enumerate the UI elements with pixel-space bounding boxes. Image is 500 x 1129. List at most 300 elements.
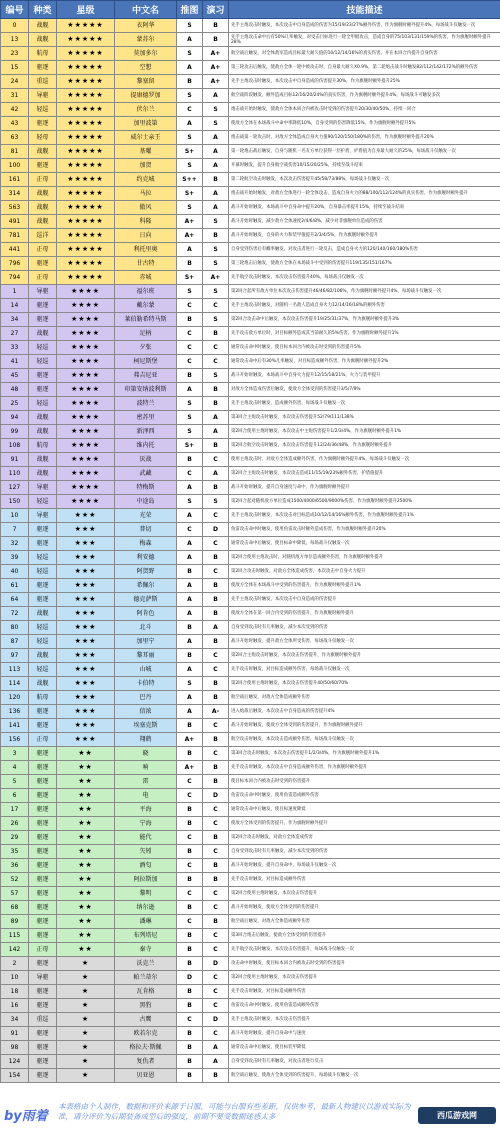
cell-type: 驱逐 bbox=[29, 985, 57, 999]
cell-skill: 第2回合主炮攻击时触发，本次攻击造成11/15/19/23%额外伤害，护盾值提升 bbox=[229, 467, 500, 481]
cell-exercise-tier: B bbox=[203, 677, 229, 691]
cell-campaign-tier: S bbox=[177, 131, 203, 145]
cell-id: 15 bbox=[1, 61, 29, 75]
cell-stars: ★★★★ bbox=[57, 397, 115, 411]
table-row bbox=[1, 453, 500, 467]
cell-skill: 战斗开始时触发，提升自身命中，每场战斗仅触发一次 bbox=[229, 859, 500, 873]
cell-campaign-tier: B bbox=[177, 313, 203, 327]
cell-name: 提康德罗加 bbox=[115, 89, 177, 103]
cell-stars: ★★★★★ bbox=[57, 243, 115, 257]
cell-skill: 通常攻击命中时触发，使目标本回合内被攻击时受到的伤害提升5% bbox=[229, 341, 500, 355]
cell-type: 驱逐 bbox=[29, 747, 57, 761]
cell-id: 17 bbox=[1, 803, 29, 817]
cell-stars: ★★ bbox=[57, 873, 115, 887]
cell-id: 29 bbox=[1, 831, 29, 845]
cell-exercise-tier: A bbox=[203, 89, 229, 103]
cell-skill: 使敌方全体受到的伤害提升，作为旗舰时额外提升 bbox=[229, 817, 500, 831]
cell-id: 136 bbox=[1, 705, 29, 719]
cell-type: 轻巡 bbox=[29, 103, 57, 117]
cell-name: 福尔班 bbox=[115, 285, 177, 299]
header-type: 种类 bbox=[29, 1, 57, 19]
cell-name: 厌战 bbox=[115, 453, 177, 467]
cell-stars: ★★★★★ bbox=[57, 229, 115, 243]
cell-skill: 第一轮炮击战后触发，自身与随机一名友方单位获得一层护盾，护盾值为自身最大耐久的25%，每场战斗仅触发一次 bbox=[229, 145, 500, 159]
table-row bbox=[1, 229, 500, 243]
cell-name: 武藏 bbox=[115, 467, 177, 481]
cell-id: 10 bbox=[1, 971, 29, 985]
cell-exercise-tier: A bbox=[203, 187, 229, 201]
cell-name: 柯尼斯堡 bbox=[115, 355, 177, 369]
cell-stars: ★★ bbox=[57, 761, 115, 775]
cell-skill: 先手主炮攻击时触发，本次攻击中自身造成的伤害提升 bbox=[229, 593, 500, 607]
cell-stars: ★★★★★ bbox=[57, 145, 115, 159]
cell-stars: ★★★ bbox=[57, 537, 115, 551]
cell-stars: ★★★ bbox=[57, 579, 115, 593]
cell-skill: 使目标本回合内被攻击时受到的伤害提升 bbox=[229, 775, 500, 789]
table-row bbox=[1, 173, 500, 187]
cell-name: 信浓 bbox=[115, 705, 177, 719]
table-row bbox=[1, 159, 500, 173]
cell-exercise-tier: S bbox=[203, 257, 229, 271]
cell-skill: 第2回合航空攻击时触发，本次攻击伤害提升12/24/36/48%，作为旗舰时额外提升 bbox=[229, 439, 500, 453]
cell-skill: 先手主炮攻击时触发，造成额外伤害，每场战斗仅触发一次 bbox=[229, 397, 500, 411]
table-row bbox=[1, 243, 500, 257]
cell-skill: 先手主炮攻击时触发，本次攻击伤害提升 bbox=[229, 1013, 500, 1027]
cell-skill: 自身受到攻击时有几率触发，减少本次受到的伤害 bbox=[229, 845, 500, 859]
table-row bbox=[1, 1013, 500, 1027]
cell-campaign-tier: B bbox=[177, 803, 203, 817]
cell-campaign-tier: A+ bbox=[177, 733, 203, 747]
cell-type: 导驱 bbox=[29, 89, 57, 103]
cell-stars: ★ bbox=[57, 1027, 115, 1041]
cell-type: 轻巡 bbox=[29, 565, 57, 579]
cell-name: 新泽西 bbox=[115, 425, 177, 439]
cell-exercise-tier: B bbox=[203, 439, 229, 453]
cell-skill: 第2回合起对随机敌方单位造成1500/4000/6500/9000%伤害，作为旗舰时额外提升2500% bbox=[229, 495, 500, 509]
cell-type: 轻巡 bbox=[29, 495, 57, 509]
cell-skill: 炮击战开始时触发，对敌方全体进行一轮全体攻击，造成自身火力的88/100/112/124%的真实伤害，作为旗舰时额外提升 bbox=[229, 187, 500, 201]
cell-name: 贝亚恩 bbox=[115, 1069, 177, 1083]
table-row bbox=[1, 775, 500, 789]
cell-stars: ★★★★ bbox=[57, 439, 115, 453]
cell-name: 酒匂 bbox=[115, 859, 177, 873]
table-row bbox=[1, 481, 500, 495]
cell-campaign-tier: A bbox=[177, 537, 203, 551]
table-row bbox=[1, 593, 500, 607]
cell-id: 491 bbox=[1, 215, 29, 229]
cell-skill: 鱼雷攻击命中时触发，使用鱼雷造成额外伤害 bbox=[229, 999, 500, 1013]
cell-id: 794 bbox=[1, 271, 29, 285]
cell-name: 北斗 bbox=[115, 621, 177, 635]
table-row bbox=[1, 187, 500, 201]
cell-stars: ★★★★★ bbox=[57, 61, 115, 75]
table-row bbox=[1, 285, 500, 299]
cell-campaign-tier: S bbox=[177, 159, 203, 173]
cell-name: 衣阿华 bbox=[115, 19, 177, 33]
cell-id: 113 bbox=[1, 663, 29, 677]
cell-type: 巡洋 bbox=[29, 229, 57, 243]
cell-stars: ★★★ bbox=[57, 635, 115, 649]
cell-name: 电 bbox=[115, 789, 177, 803]
cell-skill: 航空战后触发，对敌方全体造成额外伤害 bbox=[229, 691, 500, 705]
cell-exercise-tier: A+ bbox=[203, 47, 229, 61]
cell-id: 98 bbox=[1, 1041, 29, 1055]
cell-campaign-tier: C bbox=[177, 831, 203, 845]
cell-campaign-tier: B bbox=[177, 719, 203, 733]
cell-type: 驱逐 bbox=[29, 901, 57, 915]
cell-exercise-tier: A bbox=[203, 621, 229, 635]
cell-id: 10 bbox=[1, 509, 29, 523]
cell-skill: 炮击战第一轮攻击时，对敌方全体造成自身火力值90/120/150/180%的伤害，作为旗舰时额外提升20% bbox=[229, 131, 500, 145]
cell-campaign-tier: A bbox=[177, 243, 203, 257]
table-row bbox=[1, 635, 500, 649]
cell-exercise-tier: C bbox=[203, 985, 229, 999]
cell-id: 68 bbox=[1, 901, 29, 915]
table-row bbox=[1, 957, 500, 971]
cell-exercise-tier: C bbox=[203, 845, 229, 859]
cell-name: 伏尔兰 bbox=[115, 103, 177, 117]
table-row bbox=[1, 327, 500, 341]
cell-skill: 战斗开始时触发，自身的火力和装甲值提升2/3/4/5%，作为旗舰时额外提升 bbox=[229, 229, 500, 243]
cell-campaign-tier: C bbox=[177, 327, 203, 341]
table-row bbox=[1, 439, 500, 453]
table-row bbox=[1, 845, 500, 859]
cell-stars: ★★★ bbox=[57, 551, 115, 565]
cell-stars: ★★★★ bbox=[57, 383, 115, 397]
cell-id: 13 bbox=[1, 33, 29, 47]
cell-name: 格拉夫·斯佩 bbox=[115, 1041, 177, 1055]
cell-id: 57 bbox=[1, 887, 29, 901]
table-row bbox=[1, 215, 500, 229]
cell-id: 32 bbox=[1, 537, 29, 551]
cell-campaign-tier: B bbox=[177, 999, 203, 1013]
cell-campaign-tier: S bbox=[177, 47, 203, 61]
cell-stars: ★★ bbox=[57, 831, 115, 845]
cell-id: 35 bbox=[1, 845, 29, 859]
cell-type: 驱逐 bbox=[29, 957, 57, 971]
cell-exercise-tier: A- bbox=[203, 705, 229, 719]
cell-skill: 通常攻击命中后有30%几率触发，对目标造成额外伤害，作为旗舰时额外提升2% bbox=[229, 355, 500, 369]
cell-exercise-tier: C bbox=[203, 649, 229, 663]
cell-id: 42 bbox=[1, 103, 29, 117]
cell-type: 驱逐 bbox=[29, 369, 57, 383]
cell-exercise-tier: S bbox=[203, 243, 229, 257]
table-header-row bbox=[1, 1, 500, 19]
cell-stars: ★★★★ bbox=[57, 481, 115, 495]
cell-name: 梅森 bbox=[115, 537, 177, 551]
cell-id: 110 bbox=[1, 467, 29, 481]
cell-name: 特梅斯 bbox=[115, 481, 177, 495]
cell-campaign-tier: A+ bbox=[177, 229, 203, 243]
cell-campaign-tier: A bbox=[177, 607, 203, 621]
cell-name: 甘古特 bbox=[115, 257, 177, 271]
cell-exercise-tier: C bbox=[203, 453, 229, 467]
cell-skill: 第2回合攻击时触发，对敌方全体造成伤害 bbox=[229, 831, 500, 845]
table-row bbox=[1, 355, 500, 369]
cell-exercise-tier: B bbox=[203, 775, 229, 789]
cell-campaign-tier: C bbox=[177, 1013, 203, 1027]
table-row bbox=[1, 341, 500, 355]
cell-type: 正母 bbox=[29, 243, 57, 257]
cell-skill: 第3回合主炮攻击时触发，本次攻击伤害提升52/79/111/138% bbox=[229, 411, 500, 425]
cell-stars: ★★★ bbox=[57, 691, 115, 705]
cell-campaign-tier: S bbox=[177, 89, 203, 103]
cell-exercise-tier: D bbox=[203, 957, 229, 971]
cell-exercise-tier: A+ bbox=[203, 75, 229, 89]
cell-campaign-tier: A bbox=[177, 551, 203, 565]
cell-name: 蒙苏尔 bbox=[115, 33, 177, 47]
cell-campaign-tier: A bbox=[177, 579, 203, 593]
cell-id: 27 bbox=[1, 327, 29, 341]
cell-skill: 战斗开始时触发，本场战斗中自身火力提升12/15/18/21%，火力与装甲提升 bbox=[229, 369, 500, 383]
header-skill: 技能描述 bbox=[229, 1, 500, 19]
cell-skill: 第2回合使用主炮时触发，本次攻击伤害提升 bbox=[229, 971, 500, 985]
cell-type: 战舰 bbox=[29, 33, 57, 47]
table-row bbox=[1, 733, 500, 747]
cell-skill: 先手主炮攻击时触发，本次攻击中自身造成的伤害提升30%，作为旗舰时额外提升25% bbox=[229, 75, 500, 89]
cell-stars: ★★★★ bbox=[57, 495, 115, 509]
cell-campaign-tier: C bbox=[177, 299, 203, 313]
cell-exercise-tier: C bbox=[203, 901, 229, 915]
cell-skill: 开幕时触发，提升自身航空战伤害10/15/20/25%，持续至战斗结束 bbox=[229, 159, 500, 173]
table-row bbox=[1, 873, 500, 887]
table-row bbox=[1, 425, 500, 439]
table-row bbox=[1, 145, 500, 159]
cell-stars: ★★★★ bbox=[57, 327, 115, 341]
cell-id: 5 bbox=[1, 775, 29, 789]
cell-name: 光荣 bbox=[115, 509, 177, 523]
cell-exercise-tier: B bbox=[203, 551, 229, 565]
table-row bbox=[1, 663, 500, 677]
cell-type: 轻巡 bbox=[29, 397, 57, 411]
table-row bbox=[1, 467, 500, 481]
cell-campaign-tier: S bbox=[177, 201, 203, 215]
cell-exercise-tier: B bbox=[203, 691, 229, 705]
cell-exercise-tier: B bbox=[203, 859, 229, 873]
cell-name: 赤城 bbox=[115, 271, 177, 285]
cell-stars: ★★ bbox=[57, 789, 115, 803]
cell-id: 72 bbox=[1, 607, 29, 621]
cell-id: 89 bbox=[1, 915, 29, 929]
table-row bbox=[1, 901, 500, 915]
footer bbox=[0, 1099, 500, 1129]
cell-campaign-tier: B bbox=[177, 929, 203, 943]
table-row bbox=[1, 719, 500, 733]
cell-campaign-tier: S++ bbox=[177, 173, 203, 187]
cell-stars: ★★★★★ bbox=[57, 117, 115, 131]
cell-skill: 航空战后触发，对全体敌军造成目标最大耐久值的10/12/14/16%的真实伤害，并在本回合内提升自身伤害 bbox=[229, 47, 500, 61]
cell-stars: ★★★★★ bbox=[57, 271, 115, 285]
cell-name: 马拉 bbox=[115, 187, 177, 201]
cell-type: 驱逐 bbox=[29, 299, 57, 313]
table-row bbox=[1, 47, 500, 61]
cell-name: 弗吉尼亚 bbox=[115, 369, 177, 383]
cell-skill: 先手主炮攻击时触发，对随机一名敌人造成自身火力12/14/16/18%的额外伤害 bbox=[229, 299, 500, 313]
cell-stars: ★★★★★ bbox=[57, 33, 115, 47]
cell-campaign-tier: A bbox=[177, 509, 203, 523]
cell-skill: 航空攻击时触发，本次攻击造成额外伤害，每场战斗仅触发一次 bbox=[229, 733, 500, 747]
cell-id: 80 bbox=[1, 621, 29, 635]
cell-name: 普切 bbox=[115, 523, 177, 537]
cell-stars: ★★★★ bbox=[57, 453, 115, 467]
cell-exercise-tier: S bbox=[203, 117, 229, 131]
cell-type: 驱逐 bbox=[29, 999, 57, 1013]
cell-exercise-tier: C bbox=[203, 999, 229, 1013]
cell-exercise-tier: C bbox=[203, 887, 229, 901]
header-stars: 星级 bbox=[57, 1, 115, 19]
table-row bbox=[1, 747, 500, 761]
cell-id: 48 bbox=[1, 383, 29, 397]
cell-id: 94 bbox=[1, 411, 29, 425]
cell-campaign-tier: B bbox=[177, 1069, 203, 1083]
table-row bbox=[1, 33, 500, 47]
table-row bbox=[1, 117, 500, 131]
cell-skill: 先手攻击时触发，对目标造成额外伤害，每场战斗仅触发一次 bbox=[229, 663, 500, 677]
cell-type: 驱逐 bbox=[29, 593, 57, 607]
table-row bbox=[1, 691, 500, 705]
table-row bbox=[1, 803, 500, 817]
cell-id: 18 bbox=[1, 985, 29, 999]
cell-campaign-tier: S+ bbox=[177, 439, 203, 453]
cell-id: 63 bbox=[1, 131, 29, 145]
cell-name: 加里波第 bbox=[115, 117, 177, 131]
cell-skill: 第2回合攻击命中后触发，本次攻击伤害提升19/25/31/37%，作为旗舰时额外提升3% bbox=[229, 313, 500, 327]
cell-skill: 第三轮攻击后触发，使敌方全体一轮中被攻击时，自身最大耐久X0.9%，第二轮炮击战斗时触发82/112/142/172%的额外伤害 bbox=[229, 61, 500, 75]
cell-campaign-tier: B bbox=[177, 649, 203, 663]
cell-name: 维内托 bbox=[115, 439, 177, 453]
cell-name: 晓 bbox=[115, 747, 177, 761]
cell-campaign-tier: C bbox=[177, 915, 203, 929]
cell-id: 114 bbox=[1, 677, 29, 691]
cell-campaign-tier: B bbox=[177, 453, 203, 467]
cell-type: 驱逐 bbox=[29, 159, 57, 173]
cell-type: 正母 bbox=[29, 943, 57, 957]
cell-stars: ★★ bbox=[57, 747, 115, 761]
cell-campaign-tier: S bbox=[177, 425, 203, 439]
cell-stars: ★ bbox=[57, 1013, 115, 1027]
cell-type: 战舰 bbox=[29, 411, 57, 425]
cell-skill: 第二轮航空攻击时触发，本次攻击伤害提升45/58/73/88%，每场战斗仅触发一次 bbox=[229, 173, 500, 187]
cell-campaign-tier: S+ bbox=[177, 187, 203, 201]
table-row bbox=[1, 397, 500, 411]
cell-skill: 自身受到攻击时有几率触发，减少本次受到的伤害 bbox=[229, 621, 500, 635]
cell-skill: 自身受到攻击时有几率触发，对攻击者进行反击 bbox=[229, 1055, 500, 1069]
cell-campaign-tier: A bbox=[177, 33, 203, 47]
cell-id: 127 bbox=[1, 481, 29, 495]
cell-type: 轻巡 bbox=[29, 355, 57, 369]
cell-campaign-tier: A+ bbox=[177, 761, 203, 775]
cell-id: 24 bbox=[1, 75, 29, 89]
cell-stars: ★★★★ bbox=[57, 467, 115, 481]
cell-type: 战舰 bbox=[29, 201, 57, 215]
cell-type: 驱逐 bbox=[29, 887, 57, 901]
cell-stars: ★★ bbox=[57, 859, 115, 873]
cell-campaign-tier: C bbox=[177, 341, 203, 355]
cell-name: 黎明 bbox=[115, 887, 177, 901]
cell-skill: 第2回合使用主炮攻击时，对随机敌方单位造成额外伤害，作为旗舰时额外提升 bbox=[229, 551, 500, 565]
cell-type: 驱逐 bbox=[29, 859, 57, 873]
cell-exercise-tier: C bbox=[203, 663, 229, 677]
cell-id: 100 bbox=[1, 159, 29, 173]
cell-id: 25 bbox=[1, 397, 29, 411]
cell-exercise-tier: C bbox=[203, 803, 229, 817]
cell-id: 31 bbox=[1, 89, 29, 103]
cell-id: 150 bbox=[1, 495, 29, 509]
cell-exercise-tier: B bbox=[203, 397, 229, 411]
cell-skill: 战斗开始时触发，提升自身速度与命中，作为旗舰时额外提升 bbox=[229, 481, 500, 495]
cell-type: 轻巡 bbox=[29, 341, 57, 355]
cell-exercise-tier: A bbox=[203, 131, 229, 145]
cell-name: 复仇者 bbox=[115, 1055, 177, 1069]
cell-name: 莱伯勒希特马斯 bbox=[115, 313, 177, 327]
table-row bbox=[1, 19, 500, 33]
table-row bbox=[1, 103, 500, 117]
cell-skill: 通常攻击命中后触发，使目标装甲降低 bbox=[229, 1041, 500, 1055]
cell-stars: ★★★★ bbox=[57, 425, 115, 439]
cell-campaign-tier: B bbox=[177, 621, 203, 635]
cell-campaign-tier: B bbox=[177, 75, 203, 89]
cell-exercise-tier: C bbox=[203, 355, 229, 369]
cell-type: 战舰 bbox=[29, 215, 57, 229]
cell-id: 141 bbox=[1, 719, 29, 733]
cell-campaign-tier: C bbox=[177, 467, 203, 481]
cell-campaign-tier: S bbox=[177, 397, 203, 411]
cell-id: 40 bbox=[1, 565, 29, 579]
table-row bbox=[1, 75, 500, 89]
cell-exercise-tier: D bbox=[203, 523, 229, 537]
cell-type: 战舰 bbox=[29, 145, 57, 159]
cell-stars: ★★★★★ bbox=[57, 75, 115, 89]
cell-campaign-tier: B bbox=[177, 901, 203, 915]
cell-name: 黎塞留 bbox=[115, 75, 177, 89]
table-row bbox=[1, 509, 500, 523]
cell-id: 81 bbox=[1, 145, 29, 159]
cell-skill: 攻击命中时触发，使目标本回合内被攻击时受到的伤害提升 bbox=[229, 957, 500, 971]
cell-name: 基曜 bbox=[115, 145, 177, 159]
table-row bbox=[1, 1027, 500, 1041]
cell-id: 52 bbox=[1, 873, 29, 887]
cell-stars: ★★★ bbox=[57, 733, 115, 747]
cell-type: 轻巡 bbox=[29, 663, 57, 677]
cell-type: 战舰 bbox=[29, 677, 57, 691]
cell-campaign-tier: A bbox=[177, 117, 203, 131]
cell-stars: ★ bbox=[57, 1055, 115, 1069]
cell-campaign-tier: B bbox=[177, 1055, 203, 1069]
cell-id: 781 bbox=[1, 229, 29, 243]
cell-name: 阿拉斯加 bbox=[115, 873, 177, 887]
cell-skill: 第3回合攻击时触发，本次攻击伤害提升1/2/3/4%，作为旗舰时额外提升1% bbox=[229, 747, 500, 761]
cell-skill: 第2回合使用主炮时触发，本次攻击中主炮伤害提升1/2/3/4%，作为旗舰时额外提升1% bbox=[229, 425, 500, 439]
header-campaign: 推图 bbox=[177, 1, 203, 19]
cell-campaign-tier: A bbox=[177, 635, 203, 649]
cell-exercise-tier: C bbox=[203, 341, 229, 355]
cell-type: 正母 bbox=[29, 173, 57, 187]
cell-type: 驱逐 bbox=[29, 817, 57, 831]
cell-type: 驱逐 bbox=[29, 803, 57, 817]
cell-type: 驱逐 bbox=[29, 831, 57, 845]
cell-skill: 第2回合起所有敌方单位本次攻击伤害提升46/46/82/106%，作为旗舰时额外提升4%，每场战斗仅触发一次 bbox=[229, 285, 500, 299]
author-signature: by雨着 bbox=[4, 1109, 48, 1124]
cell-name: 纳尔逊 bbox=[115, 901, 177, 915]
cell-id: 4 bbox=[1, 761, 29, 775]
cell-campaign-tier: A bbox=[177, 61, 203, 75]
cell-stars: ★ bbox=[57, 985, 115, 999]
cell-type: 驱逐 bbox=[29, 789, 57, 803]
cell-campaign-tier: B bbox=[177, 257, 203, 271]
cell-name: 希佩尔 bbox=[115, 579, 177, 593]
cell-skill: 先手攻击时触发，对目标造成额外伤害 bbox=[229, 873, 500, 887]
table-row bbox=[1, 621, 500, 635]
